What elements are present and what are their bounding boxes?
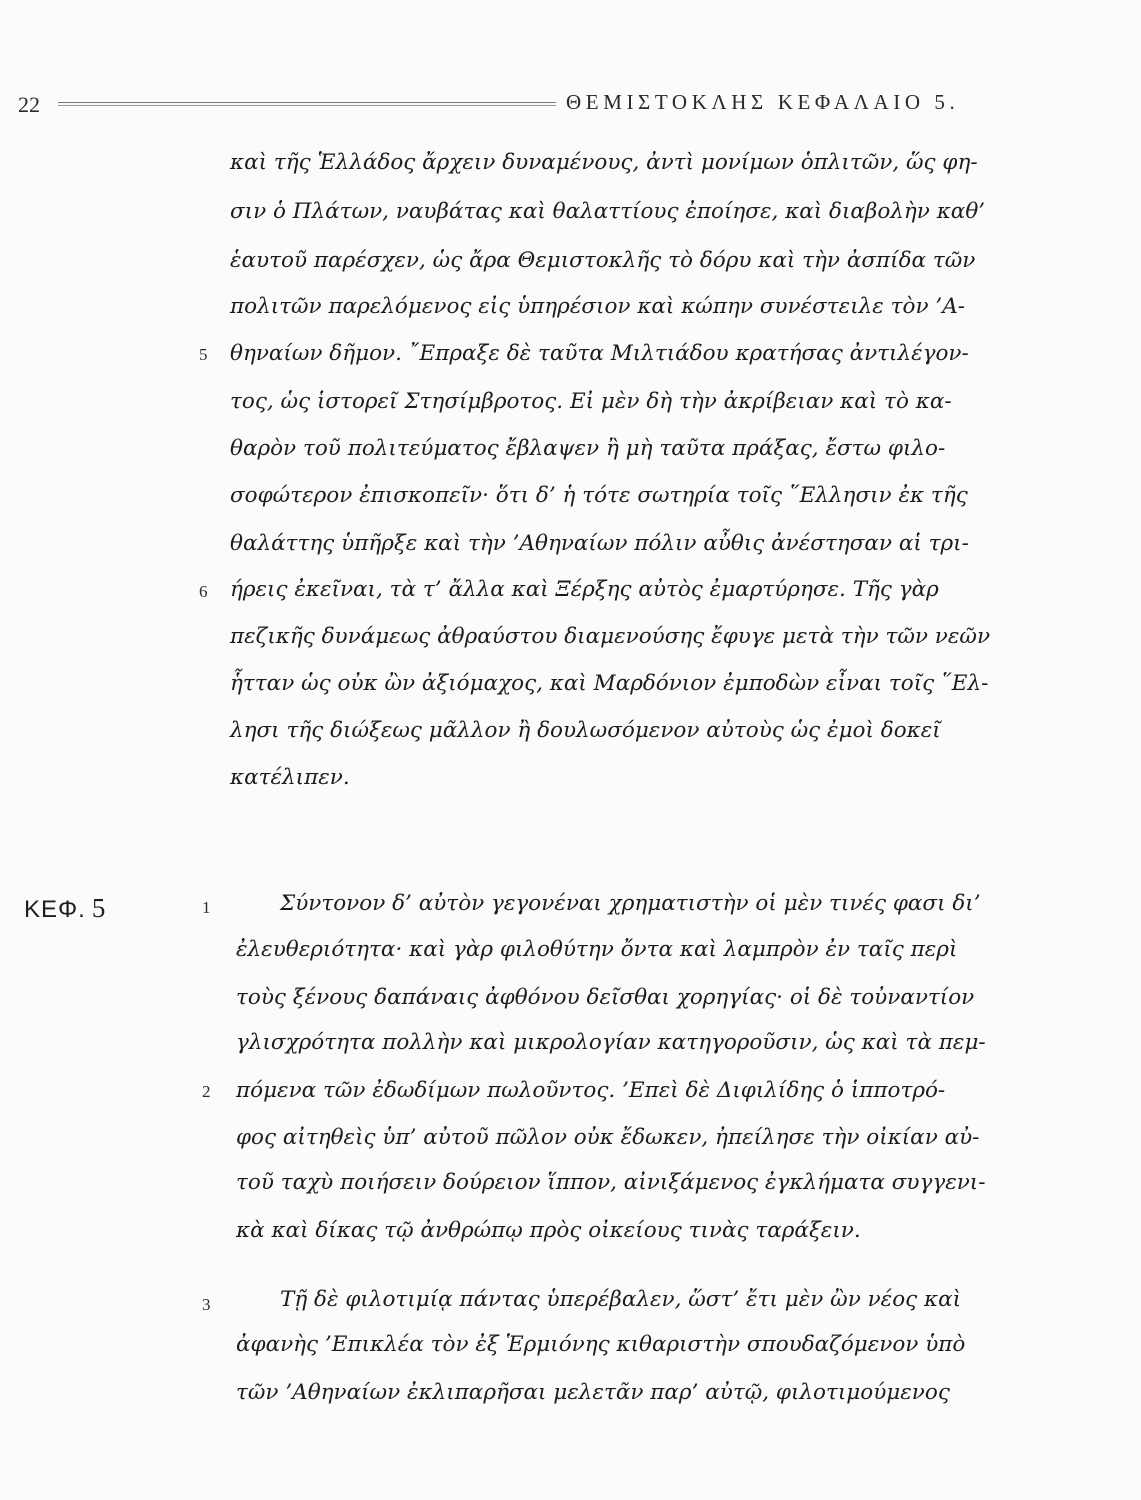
text-line: ἐλευθεριότητα· καὶ γὰρ φιλοθύτην ὄντα καὶ λαμπρὸν ἐν ταῖς περὶ: [236, 937, 958, 962]
text-line: γλισχρότητα πολλὴν καὶ μικρολογίαν κατηγοροῦσιν, ὡς καὶ τὰ πεμ-: [236, 1030, 986, 1055]
text-line: κὰ καὶ δίκας τῷ ἀνθρώπῳ πρὸς οἰκείους τινὰς ταράξειν.: [236, 1218, 861, 1243]
section-number: 5: [199, 345, 208, 364]
header-rule: [58, 102, 556, 103]
section-number: 3: [202, 1295, 211, 1314]
text-line: ἀφανὴς ’Επικλέα τὸν ἐξ Ἑρμιόνης κιθαριστὴν σπουδαζόμενον ὑπὸ: [236, 1332, 966, 1357]
text-line: φος αἰτηθεὶς ὑπ’ αὐτοῦ πῶλον οὐκ ἔδωκεν, ἠπείλησε τὴν οἰκίαν αὐ-: [236, 1125, 980, 1150]
page-header: [18, 86, 1128, 116]
chapter-label: [24, 893, 106, 924]
text-line: σοφώτερον ἐπισκοπεῖν· ὅτι δ’ ἡ τότε σωτηρία τοῖς ῞Ελλησιν ἐκ τῆς: [230, 483, 968, 508]
section-number: 2: [202, 1082, 211, 1101]
text-line: πόμενα τῶν ἐδωδίμων πωλοῦντος. ’Επεὶ δὲ Διφιλίδης ὁ ἱπποτρό-: [236, 1078, 946, 1103]
text-line: λησι τῆς διώξεως μᾶλλον ἢ δουλωσόμενον αὐτοὺς ὡς ἐμοὶ δοκεῖ: [230, 718, 941, 743]
text-line: τῶν ’Αθηναίων ἐκλιπαρῆσαι μελετᾶν παρ’ αὐτῷ, φιλοτιμούμενος: [236, 1380, 950, 1405]
text-line: θηναίων δῆμον. ῎Επραξε δὲ ταῦτα Μιλτιάδου κρατήσας ἀντιλέγον-: [230, 341, 969, 366]
section-number: 1: [202, 898, 211, 917]
text-line: Τῇ δὲ φιλοτιμίᾳ πάντας ὑπερέβαλεν, ὥστ’ ἔτι μὲν ὢν νέος καὶ: [280, 1287, 962, 1312]
text-line: πεζικῆς δυνάμεως ἀθραύστου διαμενούσης ἔφυγε μετὰ τὴν τῶν νεῶν: [230, 624, 991, 649]
text-line: καὶ τῆς Ἑλλάδος ἄρχειν δυναμένους, ἀντὶ μονίμων ὁπλιτῶν, ὥς φη-: [230, 150, 978, 175]
header-rule: [58, 105, 556, 106]
text-line: πολιτῶν παρελόμενος εἰς ὑπηρέσιον καὶ κώπην συνέστειλε τὸν ’Α-: [230, 294, 965, 319]
section-number: 6: [199, 582, 208, 601]
text-line: τος, ὡς ἱστορεῖ Στησίμβροτος. Εἰ μὲν δὴ τὴν ἀκρίβειαν καὶ τὸ κα-: [230, 389, 952, 414]
text-line: Σύντονον δ’ αὐτὸν γεγονέναι χρηματιστὴν οἱ μὲν τινές φασι δι’: [280, 891, 981, 916]
text-line: θαλάττης ὑπῆρξε καὶ τὴν ’Αθηναίων πόλιν αὖθις ἀνέστησαν αἱ τρι-: [230, 531, 969, 556]
text-line: ήρεις ἐκεῖναι, τὰ τ’ ἄλλα καὶ Ξέρξης αὐτὸς ἐμαρτύρησε. Τῆς γὰρ: [230, 577, 939, 602]
text-line: τοῦ ταχὺ ποιήσειν δούρειον ἵππον, αἰνιξάμενος ἐγκλήματα συγγενι-: [236, 1170, 986, 1195]
page-number: 22: [18, 92, 40, 117]
chapter-number: 5: [91, 893, 107, 923]
text-line: σιν ὁ Πλάτων, ναυβάτας καὶ θαλαττίους ἐποίησε, καὶ διαβολὴν καθ’: [230, 199, 986, 224]
text-line: κατέλιπεν.: [230, 765, 350, 790]
text-line: θαρὸν τοῦ πολιτεύματος ἔβλαψεν ἢ μὴ ταῦτα πράξας, ἔστω φιλο-: [230, 436, 946, 461]
text-line: ἧτταν ὡς οὐκ ὢν ἀξιόμαχος, καὶ Μαρδόνιον ἐμποδὼν εἶναι τοῖς ῞Ελ-: [230, 671, 989, 696]
chapter-prefix: ΚΕΦ.: [24, 896, 86, 923]
text-line: τοὺς ξένους δαπάναις ἀφθόνου δεῖσθαι χορηγίας· οἱ δὲ τοὐναντίον: [236, 985, 975, 1010]
running-title: ΘΕΜΙΣΤΟΚΛΗΣ ΚΕΦΑΛΑΙΟ 5.: [566, 90, 960, 114]
text-line: ἑαυτοῦ παρέσχεν, ὡς ἄρα Θεμιστοκλῆς τὸ δόρυ καὶ τὴν ἀσπίδα τῶν: [230, 248, 976, 273]
